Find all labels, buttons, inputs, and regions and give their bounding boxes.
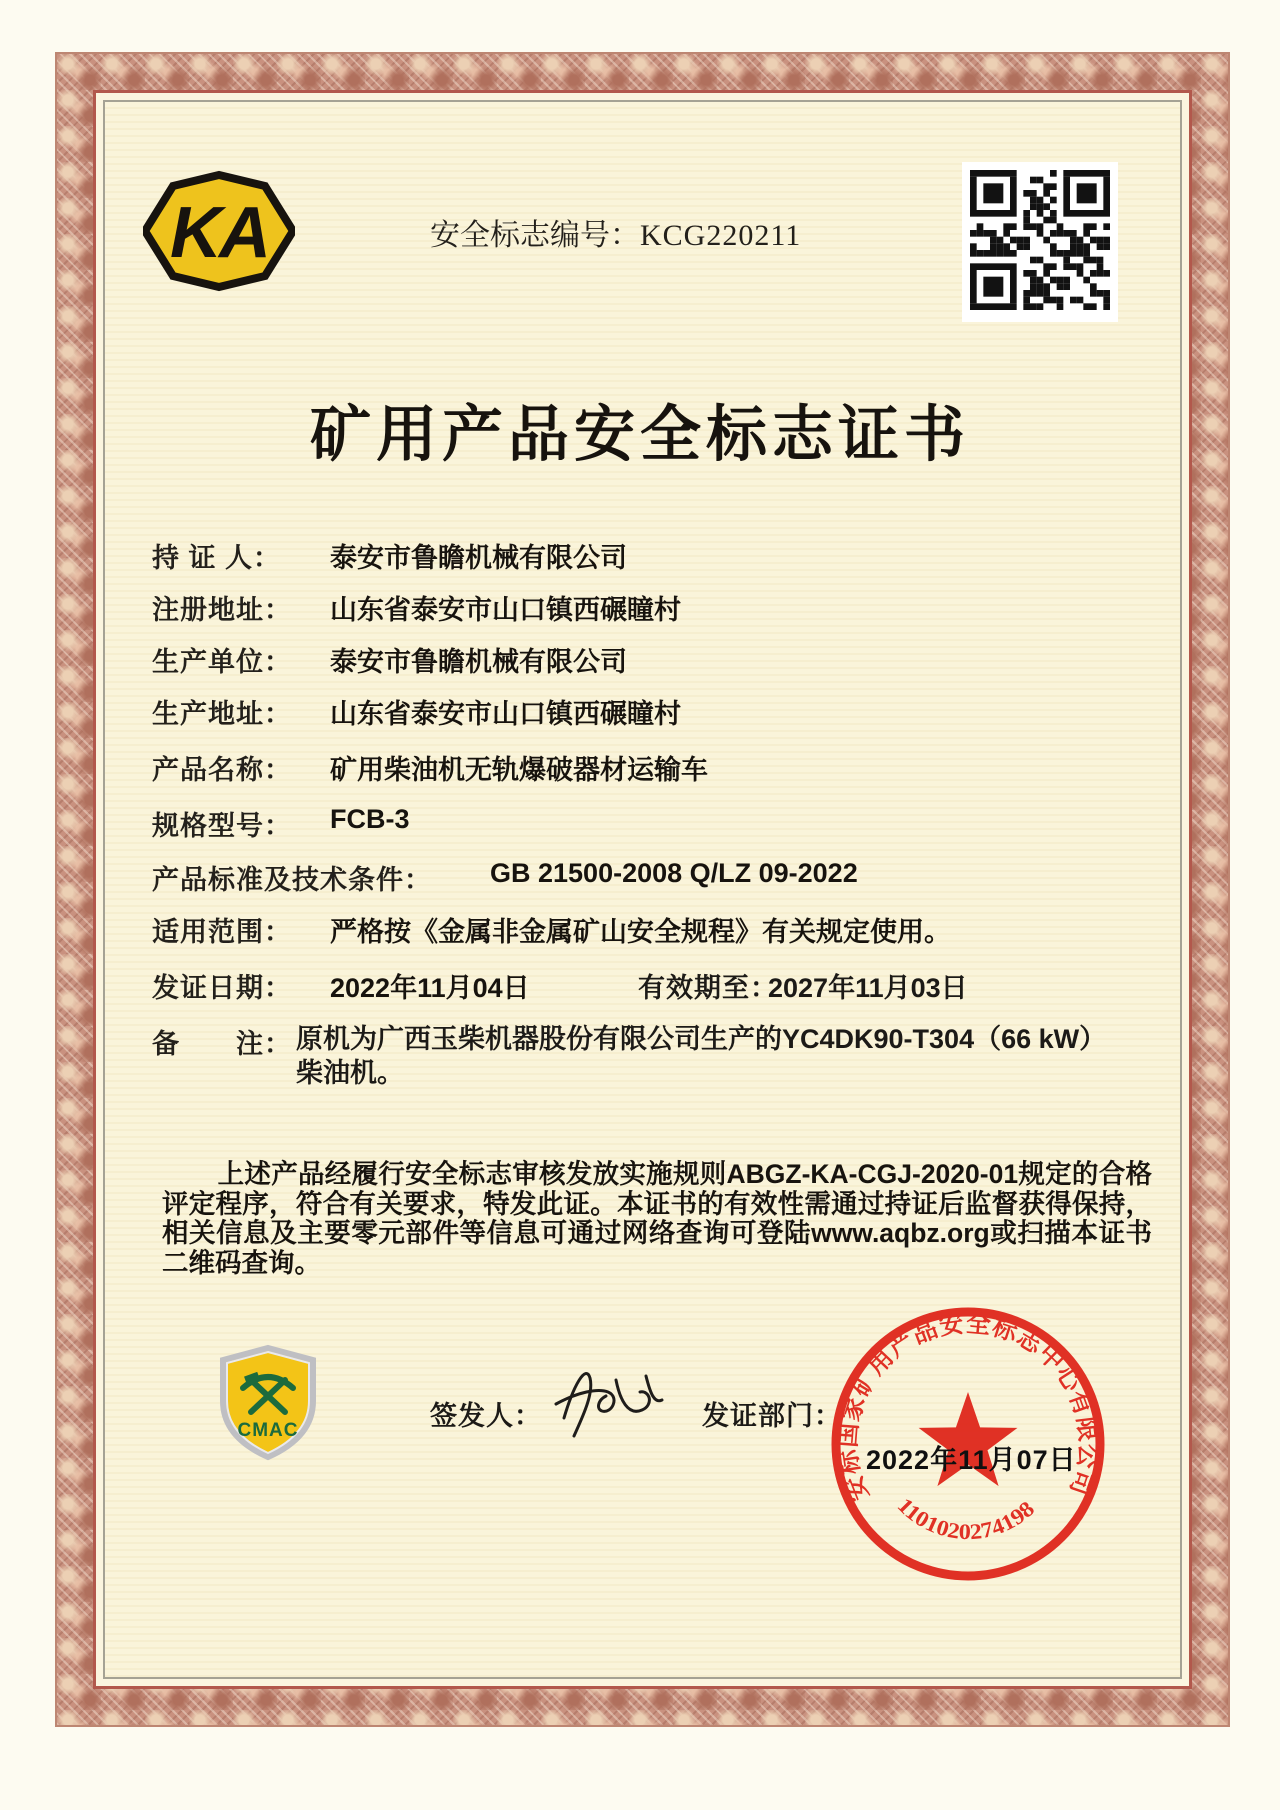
seal-date: 2022年11月07日: [866, 1445, 1077, 1475]
svg-text:KA: KA: [170, 193, 268, 273]
mark-number-line: [430, 210, 801, 254]
field-label: 持 证 人：: [152, 543, 282, 573]
svg-text:1101020274198: [893, 1493, 1039, 1545]
signer-label: 签发人：: [430, 1401, 542, 1431]
qr-code: [962, 162, 1118, 322]
statement-paragraph: 上述产品经履行安全标志审核发放实施规则ABGZ-KA-CGJ-2020-01规定的合格评定程序，符合有关要求，特发此证。本证书的有效性需通过持证后监督获得保持，相关信息及主要零元部件等信息可通过网络查询可登陆www.aqbz.org或扫描本证书二维码查询。: [162, 1159, 1152, 1278]
cmac-badge-icon: [215, 1344, 321, 1462]
issue-date-label: 发证日期：: [152, 973, 292, 1003]
field-value: 严格按《金属非金属矿山安全规程》有关规定使用。: [330, 917, 951, 947]
signature-icon: [548, 1348, 666, 1440]
ka-logo-icon: [143, 170, 295, 292]
seal-ring-text: 安标国家矿用产品安全标志中心有限公司: [832, 1308, 1104, 1506]
department-label: 发证部门：: [702, 1401, 842, 1431]
mark-number-value: KCG220211: [640, 219, 802, 252]
field-label: 规格型号：: [152, 811, 292, 841]
mark-number-label: 安全标志编号：: [430, 219, 640, 252]
field-value: GB 21500-2008 Q/LZ 09-2022: [490, 858, 858, 888]
field-value: 山东省泰安市山口镇西碾瞳村: [330, 595, 681, 625]
field-label: 产品标准及技术条件：: [152, 865, 432, 895]
field-label: 注册地址：: [152, 595, 292, 625]
field-label: 适用范围：: [152, 917, 292, 947]
field-value: 矿用柴油机无轨爆破器材运输车: [330, 755, 708, 785]
seal-number: 1101020274198: [892, 1492, 1039, 1545]
valid-until-value: 2027年11月03日: [768, 973, 968, 1003]
remark-label: 备 注：: [152, 1029, 292, 1059]
field-value: 泰安市鲁瞻机械有限公司: [330, 543, 627, 573]
certificate-title: 矿用产品安全标志证书: [309, 402, 970, 469]
field-value: FCB-3: [330, 804, 410, 834]
field-label: 生产单位：: [152, 647, 292, 677]
field-value: 泰安市鲁瞻机械有限公司: [330, 647, 627, 677]
svg-text:CMAC: CMAC: [237, 1420, 299, 1441]
field-label: 产品名称：: [152, 755, 292, 785]
valid-until-label: 有效期至：: [638, 973, 778, 1003]
issue-date-value: 2022年11月04日: [330, 973, 530, 1003]
remark-value: 原机为广西玉柴机器股份有限公司生产的YC4DK90-T304（66 kW）柴油机。: [296, 1024, 1107, 1088]
field-value: 山东省泰安市山口镇西碾瞳村: [330, 699, 681, 729]
field-label: 生产地址：: [152, 699, 292, 729]
